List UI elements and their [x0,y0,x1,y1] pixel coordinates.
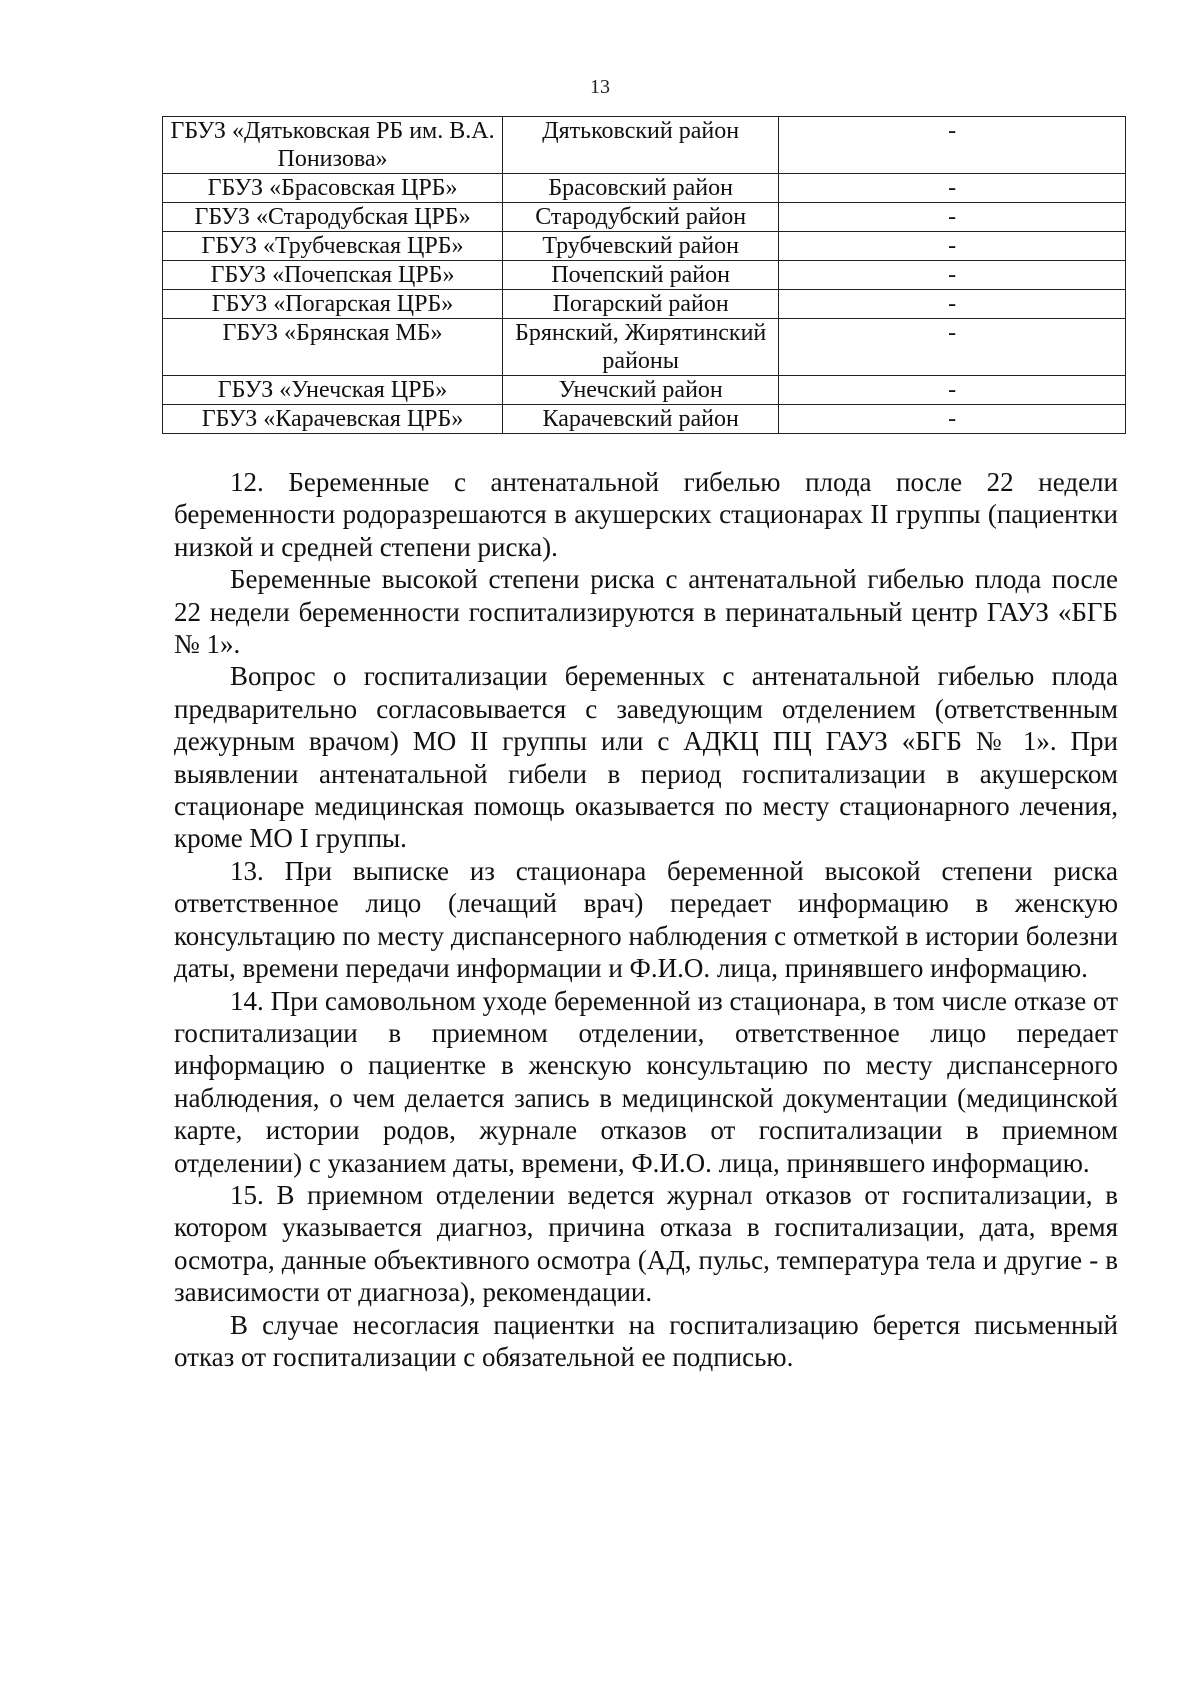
paragraph-13: 13. При выписке из стационара беременной высокой степени риска ответственное лицо (лечащий врач) передает информацию в женскую консультацию по месту диспансерного наблюдения с отметкой в истории болезни даты, времени передачи информации и Ф.И.О. лица, принявшего информацию. [174,855,1118,984]
facility-cell: ГБУЗ «Карачевская ЦРБ» [163,405,503,434]
paragraph-15: 15. В приемном отделении ведется журнал отказов от госпитализации, в котором указывается диагноз, причина отказа в госпитализации, дата, время осмотра, данные объективного осмотра (АД, пульс, температура тела и другие - в зависимости от диагноза), рекомендации. [174,1179,1118,1308]
table-row [163,376,1126,405]
facility-cell: ГБУЗ «Унечская ЦРБ» [163,376,503,405]
district-cell: Трубчевский район [503,232,779,261]
note-cell: - [779,117,1126,174]
district-cell: Стародубский район [503,203,779,232]
table-row [163,261,1126,290]
facility-cell: ГБУЗ «Стародубская ЦРБ» [163,203,503,232]
district-cell: Карачевский район [503,405,779,434]
facility-cell: ГБУЗ «Брянская МБ» [163,319,503,376]
paragraph-12-coordination: Вопрос о госпитализации беременных с антенатальной гибелью плода предварительно согласовывается с заведующим отделением (ответственным дежурным врачом) МО II группы или с АДКЦ ПЦ ГАУЗ «БГБ № 1». При выявлении антенатальной гибели в период госпитализации в акушерском стационаре медицинская помощь оказывается по месту стационарного лечения, кроме МО I группы. [174,661,1118,854]
note-cell: - [779,376,1126,405]
facility-cell: ГБУЗ «Почепская ЦРБ» [163,261,503,290]
table-row [163,405,1126,434]
paragraph-14: 14. При самовольном уходе беременной из стационара, в том числе отказе от госпитализации в приемном отделении, ответственное лицо передает информацию о пациентке в женскую консультацию по месту диспансерного наблюдения, о чем делается запись в медицинской документации (медицинской карте, истории родов, журнале отказов от госпитализации в приемном отделении) с указанием даты, времени, Ф.И.О. лица, принявшего информацию. [174,985,1118,1178]
paragraph-15-refusal: В случае несогласия пациентки на госпитализацию берется письменный отказ от госпитализации с обязательной ее подписью. [174,1309,1118,1372]
body-text [174,466,1118,1373]
district-cell: Брасовский район [503,174,779,203]
paragraph-12-high-risk: Беременные высокой степени риска с антенатальной гибелью плода после 22 недели беременности госпитализируются в перинатальный центр ГАУЗ «БГБ № 1». [174,564,1118,660]
note-cell: - [779,203,1126,232]
table-row [163,290,1126,319]
note-cell: - [779,290,1126,319]
district-cell: Брянский, Жирятинский районы [503,319,779,376]
district-cell: Погарский район [503,290,779,319]
note-cell: - [779,261,1126,290]
note-cell: - [779,319,1126,376]
facility-cell: ГБУЗ «Погарская ЦРБ» [163,290,503,319]
facility-cell: ГБУЗ «Дятьковская РБ им. В.А. Понизова» [163,117,503,174]
facility-cell: ГБУЗ «Трубчевская ЦРБ» [163,232,503,261]
note-cell: - [779,232,1126,261]
district-cell: Почепский район [503,261,779,290]
table-row [163,117,1126,174]
district-cell: Унечский район [503,376,779,405]
facility-cell: ГБУЗ «Брасовская ЦРБ» [163,174,503,203]
table-row [163,203,1126,232]
table-row [163,174,1126,203]
page-number: 13 [590,76,610,98]
table-row [163,232,1126,261]
note-cell: - [779,174,1126,203]
table-row [163,319,1126,376]
paragraph-12: 12. Беременные с антенатальной гибелью плода после 22 недели беременности родоразрешаются в акушерских стационарах II группы (пациентки низкой и средней степени риска). [174,467,1118,562]
facilities-table [162,116,1126,434]
note-cell: - [779,405,1126,434]
district-cell: Дятьковский район [503,117,779,174]
